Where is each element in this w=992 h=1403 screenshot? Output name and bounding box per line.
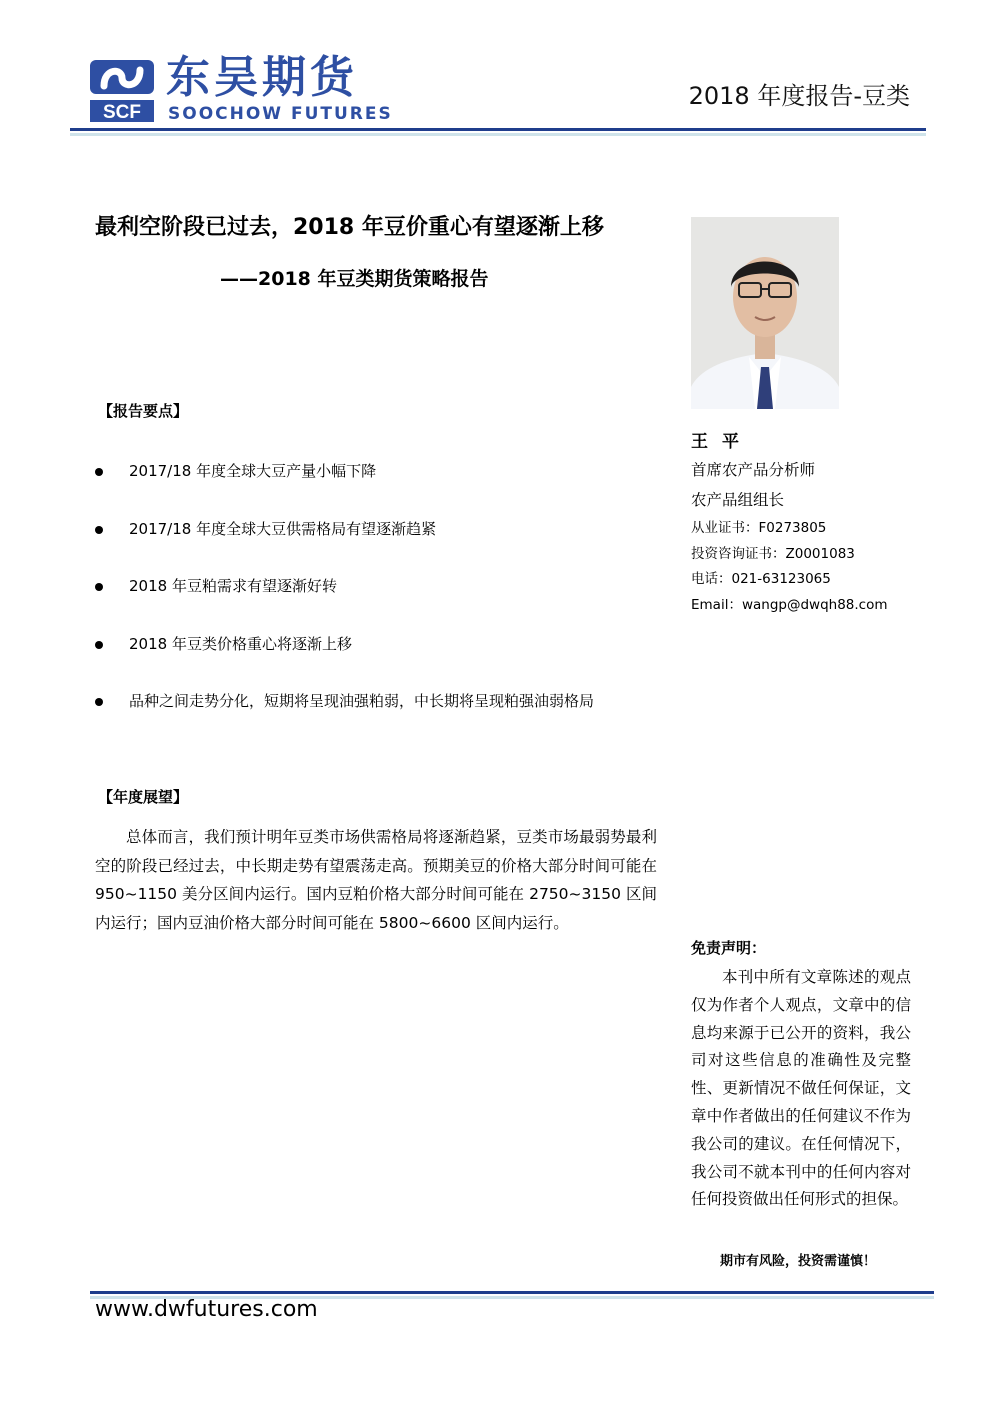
list-item [95, 633, 665, 691]
bullet-icon [95, 583, 103, 591]
key-point-text: 2018 年豆粕需求有望逐渐好转 [129, 577, 337, 595]
outlook-heading: 【年度展望】 [98, 788, 189, 806]
list-item [95, 518, 665, 576]
header-divider-light [70, 133, 926, 136]
disclaimer-heading: 免责声明： [691, 939, 767, 957]
author-role: 农产品组组长 [691, 491, 785, 509]
report-label: 2018 年度报告-豆类 [688, 82, 910, 110]
footer-divider [90, 1291, 934, 1294]
key-points-list [95, 460, 665, 748]
bullet-icon [95, 468, 103, 476]
bullet-icon [95, 641, 103, 649]
author-license: 从业证书：F0273805 [691, 520, 827, 536]
key-point-text: 2017/18 年度全球大豆产量小幅下降 [129, 462, 377, 480]
author-photo [691, 217, 839, 409]
author-advisory-license: 投资咨询证书：Z0001083 [691, 546, 855, 562]
bullet-icon [95, 698, 103, 706]
logo-english-name: SOOCHOW FUTURES [168, 104, 393, 124]
key-point-text: 品种之间走势分化，短期将呈现油强粕弱，中长期将呈现粕强油弱格局 [129, 692, 595, 710]
logo-abbr-text: SCF [103, 102, 141, 123]
bullet-icon [95, 526, 103, 534]
key-point-text: 2018 年豆类价格重心将逐渐上移 [129, 634, 352, 653]
key-points-heading: 【报告要点】 [98, 402, 189, 420]
author-portrait-image [691, 217, 839, 409]
list-item [95, 460, 665, 518]
report-subtitle: ——2018 年豆类期货策略报告 [220, 268, 489, 290]
risk-warning: 期市有风险，投资需谨慎！ [720, 1254, 877, 1269]
list-item [95, 575, 665, 633]
author-name: 王平 [691, 432, 753, 452]
outlook-paragraph: 总体而言，我们预计明年豆类市场供需格局将逐渐趋紧，豆类市场最弱势最利空的阶段已经过去，中长期走势有望震荡走高。预期美豆的价格大部分时间可能在 950~1150 美分区间内运行。国内豆粕价格大部分时间可能在 2750~3150 区间内运行；国内豆油价格大部分时间可能在 5800~6600 区间内运行。 [95, 828, 657, 932]
header-divider [70, 128, 926, 131]
report-title: 最利空阶段已过去，2018 年豆价重心有望逐渐上移 [95, 215, 604, 240]
author-email: Email：wangp@dwqh88.com [691, 597, 888, 613]
website-url[interactable]: www.dwfutures.com [95, 1297, 318, 1322]
key-point-text: 2017/18 年度全球大豆供需格局有望逐渐趋紧 [129, 519, 437, 538]
company-logo [88, 54, 408, 128]
author-phone: 电话：021-63123065 [691, 571, 831, 587]
scf-logo-icon [88, 56, 156, 124]
list-item [95, 690, 665, 748]
disclaimer-text: 本刊中所有文章陈述的观点仅为作者个人观点，文章中的信息均来源于已公开的资料，我公司对这些信息的准确性及完整性、更新情况不做任何保证，文章中作者做出的任何建议不作为我公司的建议。在任何情况下，我公司不就本刊中的任何内容对任何投资做出任何形式的担保。 [691, 968, 911, 1209]
author-title: 首席农产品分析师 [691, 461, 816, 479]
logo-chinese-name: 东吴期货 [166, 52, 358, 103]
